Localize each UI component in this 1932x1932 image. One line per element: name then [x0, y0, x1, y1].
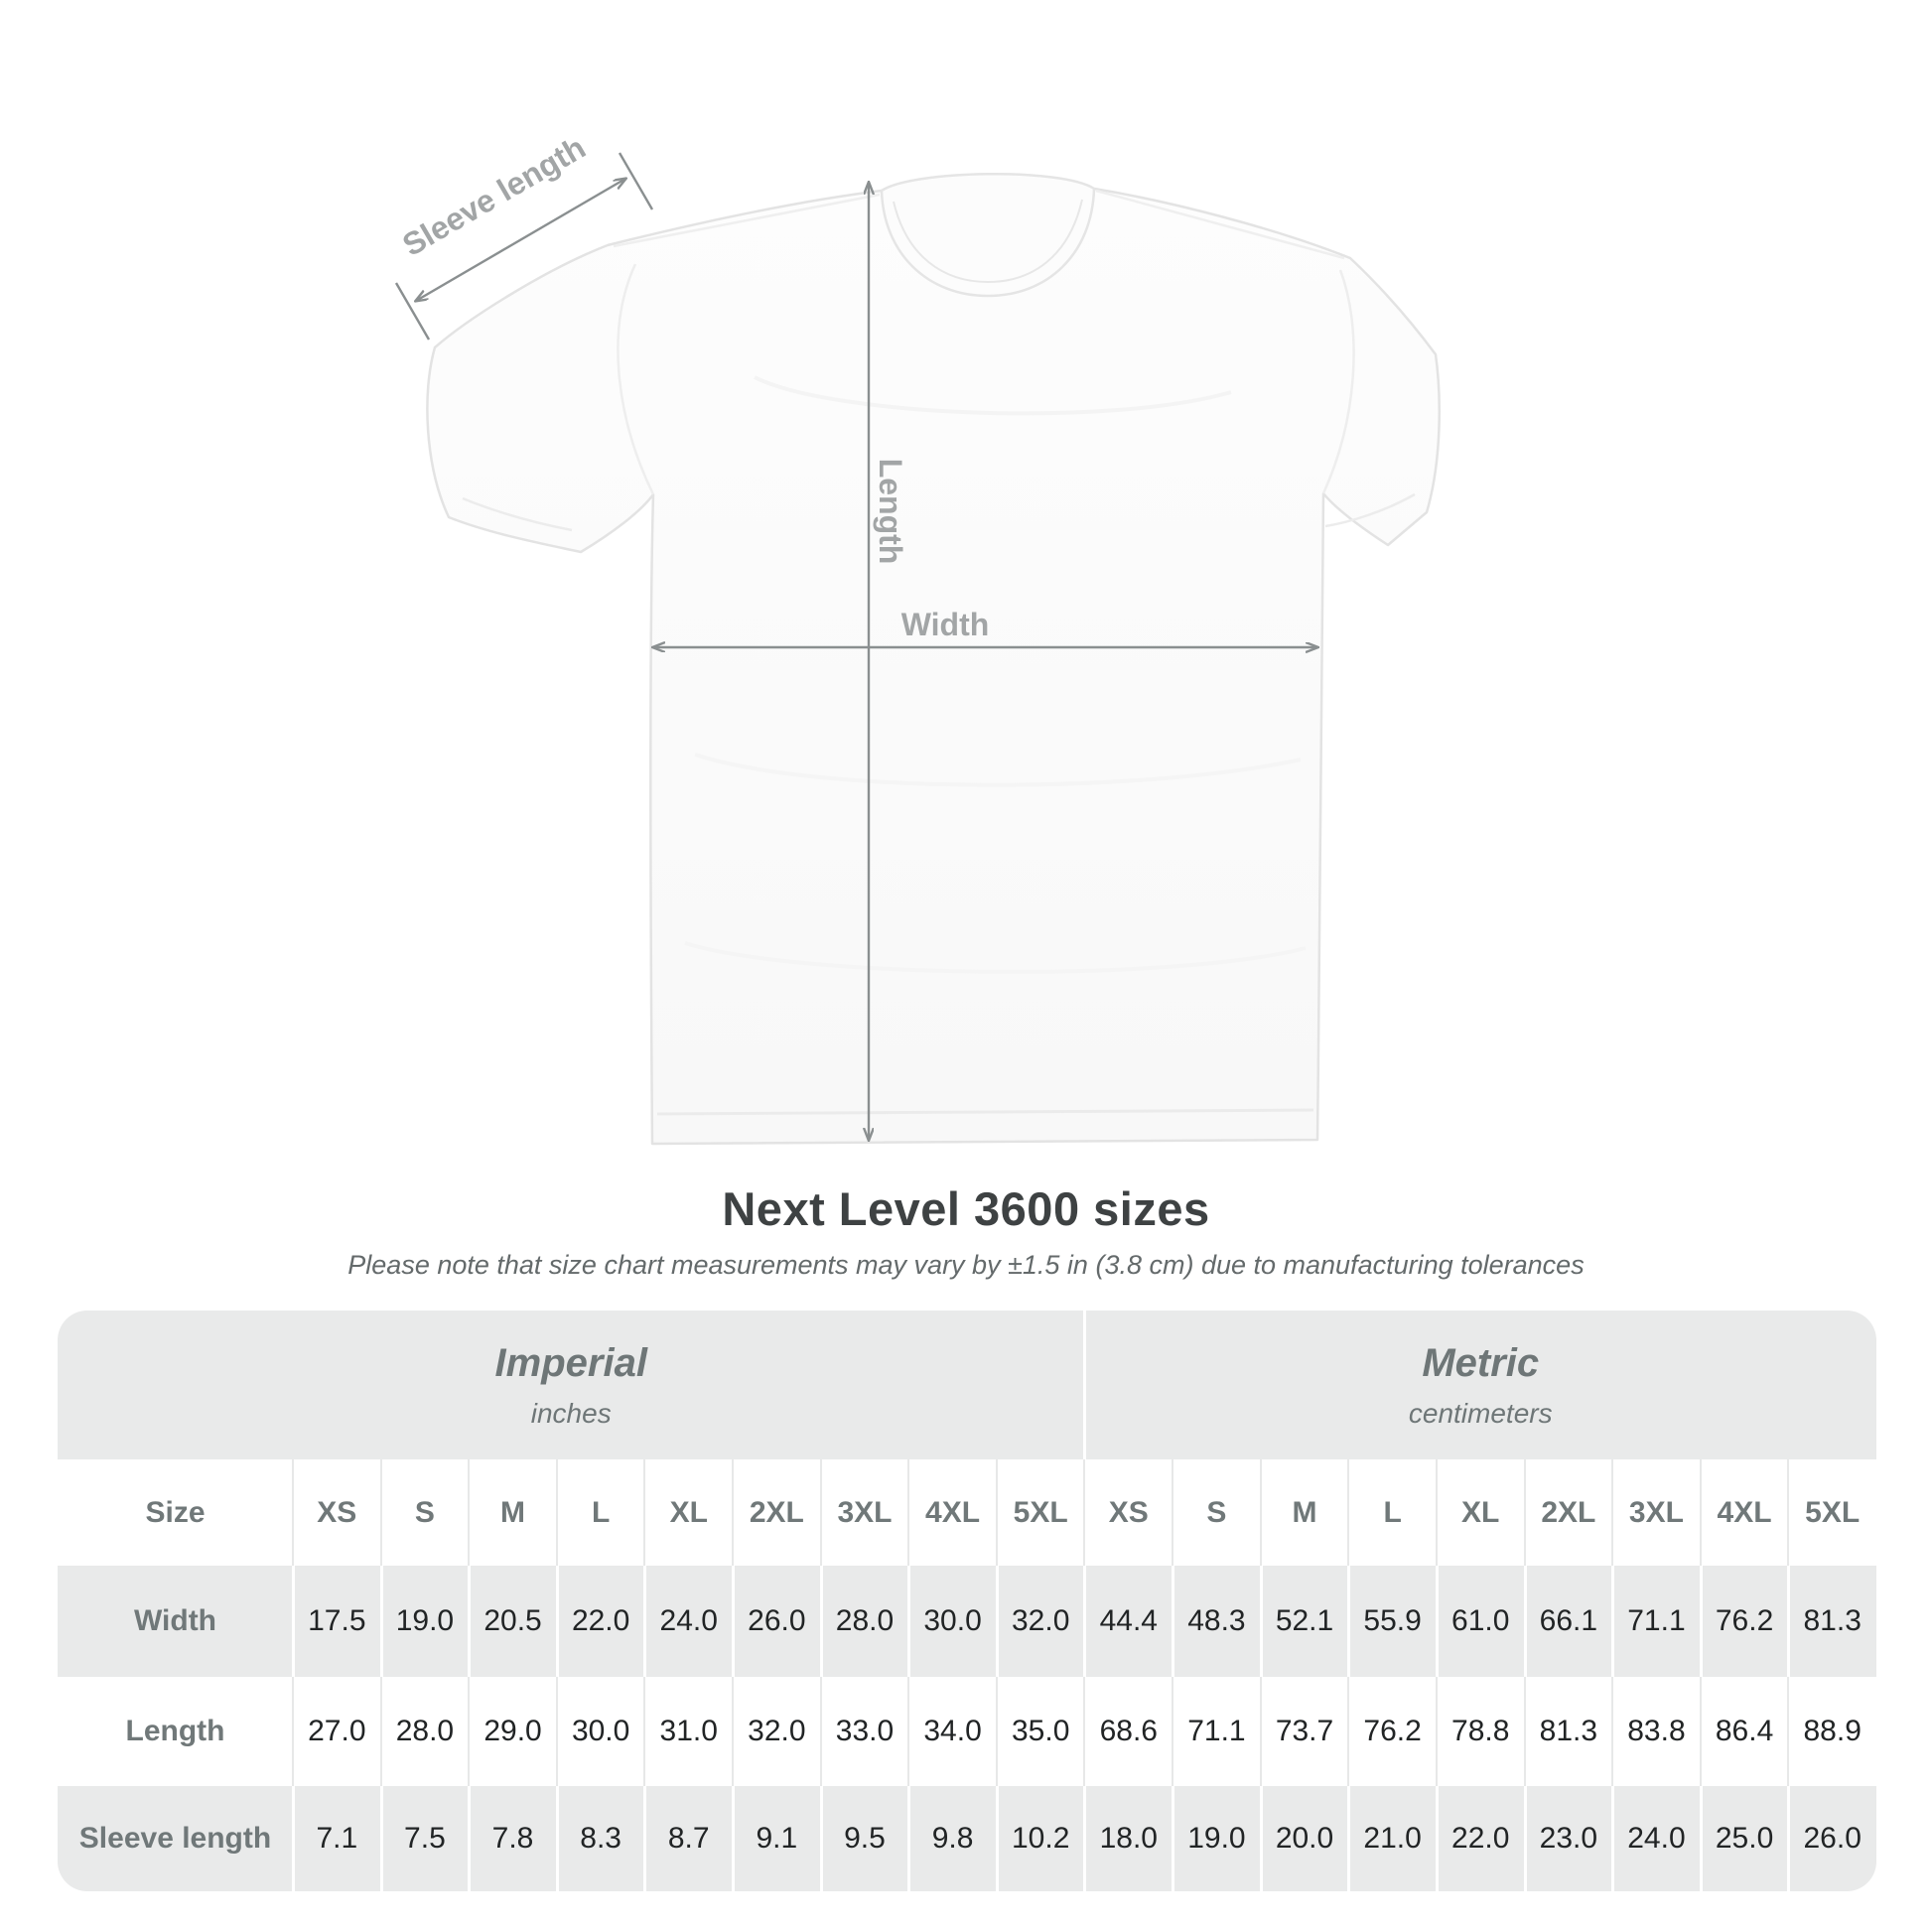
size-table-body: [58, 1311, 1876, 1891]
value-cell: 28.0: [821, 1566, 909, 1677]
sleeve-length-label: Sleeve length: [396, 129, 592, 263]
value-cell: 10.2: [997, 1786, 1085, 1891]
value-cell: 83.8: [1612, 1677, 1701, 1786]
tolerance-note: Please note that size chart measurements may vary by ±1.5 in (3.8 cm) due to manufacturing tolerances: [347, 1250, 1585, 1280]
value-cell: 34.0: [908, 1677, 997, 1786]
size-chart-panel: [58, 1311, 1876, 1891]
value-cell: 52.1: [1261, 1566, 1349, 1677]
size-header-cell: L: [1348, 1459, 1437, 1566]
value-cell: 19.0: [381, 1566, 470, 1677]
value-cell: 19.0: [1173, 1786, 1261, 1891]
row-label: Width: [58, 1566, 293, 1677]
value-cell: 68.6: [1084, 1677, 1173, 1786]
size-header-cell: XL: [644, 1459, 733, 1566]
group-title-label: Metric: [1422, 1340, 1540, 1385]
size-header-row: [58, 1459, 1876, 1566]
value-cell: 23.0: [1525, 1786, 1613, 1891]
table-row: [58, 1677, 1876, 1786]
value-cell: 20.0: [1261, 1786, 1349, 1891]
group-header-cell: [1084, 1311, 1876, 1459]
value-cell: 44.4: [1084, 1566, 1173, 1677]
size-header-cell: M: [1261, 1459, 1349, 1566]
value-cell: 71.1: [1173, 1677, 1261, 1786]
value-cell: 7.5: [381, 1786, 470, 1891]
value-cell: 32.0: [733, 1677, 821, 1786]
value-cell: 28.0: [381, 1677, 470, 1786]
value-cell: 66.1: [1525, 1566, 1613, 1677]
size-header-cell: XS: [293, 1459, 381, 1566]
value-cell: 29.0: [469, 1677, 557, 1786]
size-header-cell: XL: [1437, 1459, 1525, 1566]
size-header-cell: XS: [1084, 1459, 1173, 1566]
value-cell: 31.0: [644, 1677, 733, 1786]
value-cell: 24.0: [1612, 1786, 1701, 1891]
value-cell: 48.3: [1173, 1566, 1261, 1677]
value-cell: 76.2: [1701, 1566, 1789, 1677]
value-cell: 78.8: [1437, 1677, 1525, 1786]
value-cell: 8.3: [557, 1786, 645, 1891]
value-cell: 86.4: [1701, 1677, 1789, 1786]
value-cell: 30.0: [908, 1566, 997, 1677]
size-column-header: Size: [58, 1459, 293, 1566]
value-cell: 81.3: [1525, 1677, 1613, 1786]
row-label: Length: [58, 1677, 293, 1786]
value-cell: 17.5: [293, 1566, 381, 1677]
table-row: [58, 1566, 1876, 1677]
group-header-cell: [58, 1311, 1084, 1459]
size-header-cell: 2XL: [733, 1459, 821, 1566]
value-cell: 76.2: [1348, 1677, 1437, 1786]
value-cell: 21.0: [1348, 1786, 1437, 1891]
value-cell: 8.7: [644, 1786, 733, 1891]
size-header-cell: 2XL: [1525, 1459, 1613, 1566]
value-cell: 26.0: [733, 1566, 821, 1677]
row-label: Sleeve length: [58, 1786, 293, 1891]
value-cell: 26.0: [1788, 1786, 1876, 1891]
size-header-cell: S: [381, 1459, 470, 1566]
value-cell: 55.9: [1348, 1566, 1437, 1677]
value-cell: 33.0: [821, 1677, 909, 1786]
group-unit-label: centimeters: [1408, 1397, 1553, 1429]
value-cell: 22.0: [557, 1566, 645, 1677]
size-header-cell: M: [469, 1459, 557, 1566]
size-table: [58, 1311, 1876, 1891]
value-cell: 27.0: [293, 1677, 381, 1786]
value-cell: 9.1: [733, 1786, 821, 1891]
value-cell: 30.0: [557, 1677, 645, 1786]
value-cell: 61.0: [1437, 1566, 1525, 1677]
size-header-cell: 4XL: [908, 1459, 997, 1566]
table-row: [58, 1786, 1876, 1891]
value-cell: 18.0: [1084, 1786, 1173, 1891]
table-group-header-row: [58, 1311, 1876, 1459]
value-cell: 20.5: [469, 1566, 557, 1677]
value-cell: 7.8: [469, 1786, 557, 1891]
value-cell: 81.3: [1788, 1566, 1876, 1677]
value-cell: 24.0: [644, 1566, 733, 1677]
value-cell: 9.8: [908, 1786, 997, 1891]
group-title-label: Imperial: [494, 1340, 647, 1385]
value-cell: 32.0: [997, 1566, 1085, 1677]
page-title: Next Level 3600 sizes: [722, 1182, 1210, 1235]
size-header-cell: L: [557, 1459, 645, 1566]
size-header-cell: 4XL: [1701, 1459, 1789, 1566]
value-cell: 25.0: [1701, 1786, 1789, 1891]
value-cell: 9.5: [821, 1786, 909, 1891]
size-header-cell: 5XL: [1788, 1459, 1876, 1566]
tshirt-shape: [427, 174, 1439, 1144]
value-cell: 7.1: [293, 1786, 381, 1891]
size-header-cell: 3XL: [821, 1459, 909, 1566]
width-label: Width: [900, 607, 990, 642]
value-cell: 22.0: [1437, 1786, 1525, 1891]
value-cell: 73.7: [1261, 1677, 1349, 1786]
value-cell: 88.9: [1788, 1677, 1876, 1786]
value-cell: 71.1: [1612, 1566, 1701, 1677]
size-header-cell: 3XL: [1612, 1459, 1701, 1566]
size-header-cell: S: [1173, 1459, 1261, 1566]
size-header-cell: 5XL: [997, 1459, 1085, 1566]
value-cell: 35.0: [997, 1677, 1085, 1786]
length-label: Length: [873, 458, 908, 565]
group-unit-label: inches: [530, 1397, 612, 1429]
